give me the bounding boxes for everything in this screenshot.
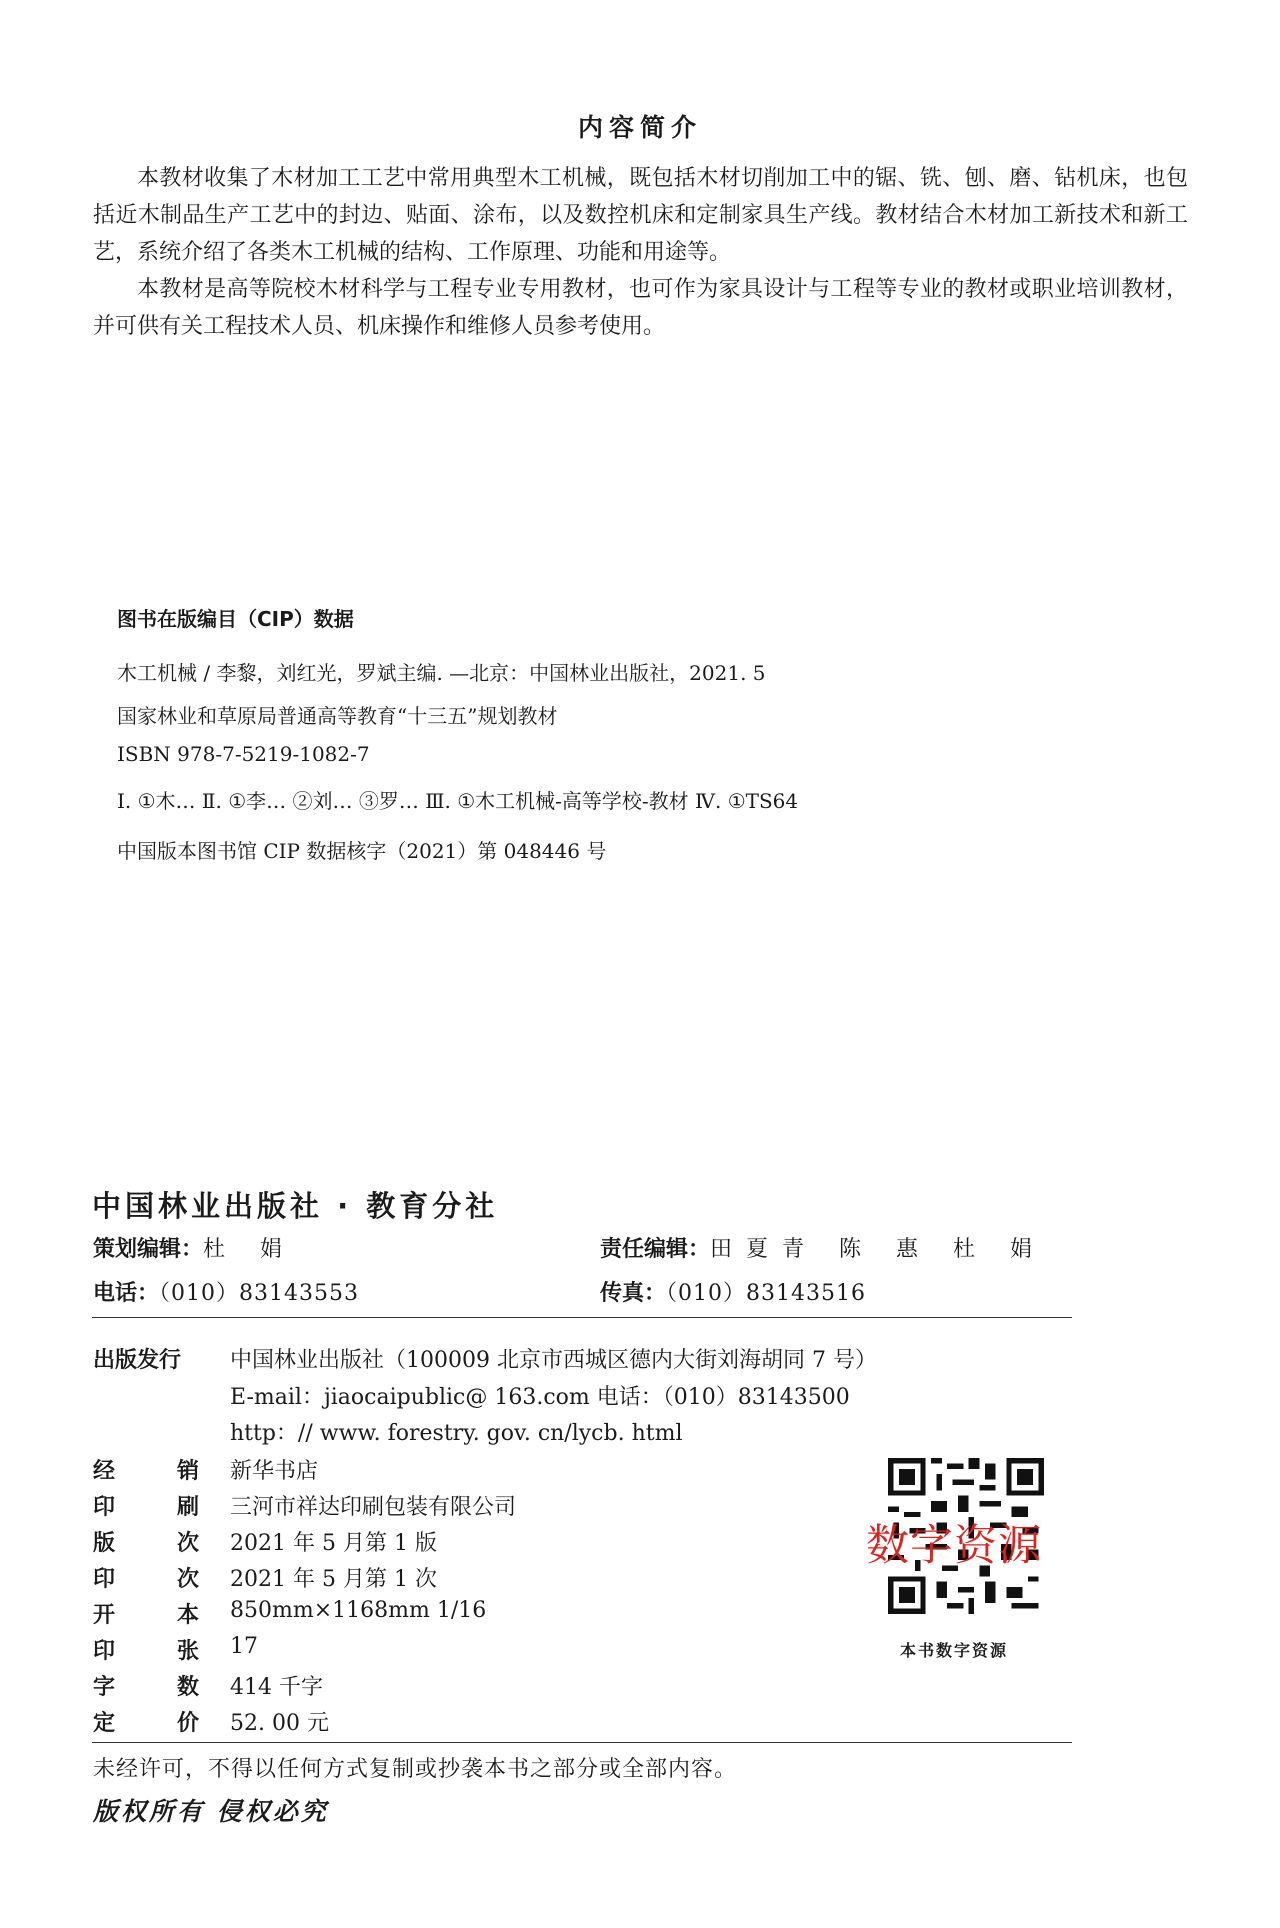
- digital-resource-stamp: 数字资源: [866, 1521, 1042, 1571]
- summary-paragraph: 本教材收集了木材加工工艺中常用典型木工机械，既包括木材切削加工中的锯、铣、刨、磨、钻机床，也包括近木制品生产工艺中的封边、贴面、涂布，以及数控机床和定制家具生产线。教材结合木材加工新技术和新工艺，系统介绍了各类木工机械的结构、工作原理、功能和用途等。: [93, 166, 1188, 265]
- detail-value: 新华书店: [230, 1459, 319, 1484]
- detail-value: 414 千字: [230, 1675, 323, 1700]
- detail-label-char: 价: [176, 1711, 199, 1736]
- detail-value: 三河市祥达印刷包装有限公司: [230, 1495, 517, 1520]
- detail-label-char: 销: [176, 1459, 199, 1484]
- detail-label-char: 经: [93, 1459, 116, 1484]
- rights-reserved: 版权所有 侵权必究: [93, 1797, 329, 1826]
- summary-body: [93, 160, 1188, 345]
- cip-line: 国家林业和草原局普通高等教育“十三五”规划教材: [117, 704, 558, 728]
- detail-value: 850mm×1168mm 1/16: [230, 1598, 487, 1623]
- detail-label-char: 开: [93, 1603, 116, 1628]
- qr-caption: 本书数字资源: [900, 1641, 1009, 1660]
- detail-label: [93, 1634, 199, 1665]
- cip-line: 木工机械 / 李黎，刘红光，罗斌主编. —北京：中国林业出版社，2021. 5: [117, 661, 766, 685]
- detail-label: [93, 1454, 199, 1485]
- detail-value: 2021 年 5 月第 1 版: [230, 1531, 437, 1556]
- summary-title: 内容简介: [577, 113, 702, 142]
- phone-value: （010）83143553: [159, 1281, 359, 1306]
- detail-value: 17: [230, 1634, 258, 1659]
- responsible-editor-label: 责任编辑：: [600, 1237, 711, 1262]
- distribution-line: http：// www. forestry. gov. cn/lycb. html: [230, 1421, 683, 1446]
- publisher-fax: [600, 1276, 866, 1307]
- detail-label-char: 印: [93, 1567, 116, 1592]
- publisher-phone: [93, 1276, 359, 1307]
- detail-label: [93, 1526, 199, 1557]
- detail-label: [93, 1562, 199, 1593]
- cip-line: Ⅰ. ①木… Ⅱ. ①李… ②刘… ③罗… Ⅲ. ①木工机械-高等学校-教材 Ⅳ. ①TS64: [117, 789, 799, 813]
- detail-label: [93, 1670, 199, 1701]
- responsible-editor-value: 田夏青 陈 惠 杜 娟: [710, 1237, 1046, 1262]
- divider: [92, 1317, 1072, 1318]
- fax-label: 传真：: [600, 1281, 667, 1306]
- cip-heading: 图书在版编目（CIP）数据: [117, 607, 354, 631]
- detail-label-char: 张: [176, 1639, 199, 1664]
- detail-label-char: 版: [93, 1531, 116, 1556]
- detail-label-char: 数: [176, 1675, 199, 1700]
- detail-label-char: 定: [93, 1711, 116, 1736]
- cip-line: ISBN 978-7-5219-1082-7: [117, 742, 370, 766]
- detail-label-char: 印: [93, 1495, 116, 1520]
- detail-value: 2021 年 5 月第 1 次: [230, 1567, 437, 1592]
- distribution-line: E-mail：jiaocaipublic@ 163.com 电话：（010）83143500: [230, 1385, 850, 1410]
- detail-label-char: 次: [176, 1531, 199, 1556]
- phone-label: 电话：: [93, 1281, 160, 1306]
- detail-label: [93, 1490, 199, 1521]
- responsible-editor: [600, 1232, 1046, 1263]
- distribution-label: 出版发行: [93, 1348, 182, 1373]
- summary-paragraph: 本教材是高等院校木材科学与工程专业专用教材，也可作为家具设计与工程等专业的教材或职业培训教材，并可供有关工程技术人员、机床操作和维修人员参考使用。: [93, 277, 1188, 339]
- planning-editor-label: 策划编辑：: [93, 1237, 204, 1262]
- detail-value: 52. 00 元: [230, 1711, 329, 1736]
- detail-label: [93, 1706, 199, 1737]
- cip-line: 中国版本图书馆 CIP 数据核字（2021）第 048446 号: [117, 839, 607, 863]
- planning-editor-value: 杜 娟: [203, 1237, 297, 1262]
- copyright-notice: 未经许可，不得以任何方式复制或抄袭本书之部分或全部内容。: [93, 1757, 738, 1782]
- detail-label-char: 本: [176, 1603, 199, 1628]
- detail-label-char: 印: [93, 1639, 116, 1664]
- publisher-name: 中国林业出版社 · 教育分社: [92, 1189, 499, 1223]
- detail-label: [93, 1598, 199, 1629]
- planning-editor: [93, 1232, 296, 1263]
- detail-label-char: 刷: [176, 1495, 199, 1520]
- divider: [92, 1742, 1072, 1743]
- detail-label-char: 字: [93, 1675, 116, 1700]
- distribution-line: 中国林业出版社（100009 北京市西城区德内大街刘海胡同 7 号）: [230, 1348, 877, 1373]
- detail-label-char: 次: [176, 1567, 199, 1592]
- fax-value: （010）83143516: [666, 1281, 866, 1306]
